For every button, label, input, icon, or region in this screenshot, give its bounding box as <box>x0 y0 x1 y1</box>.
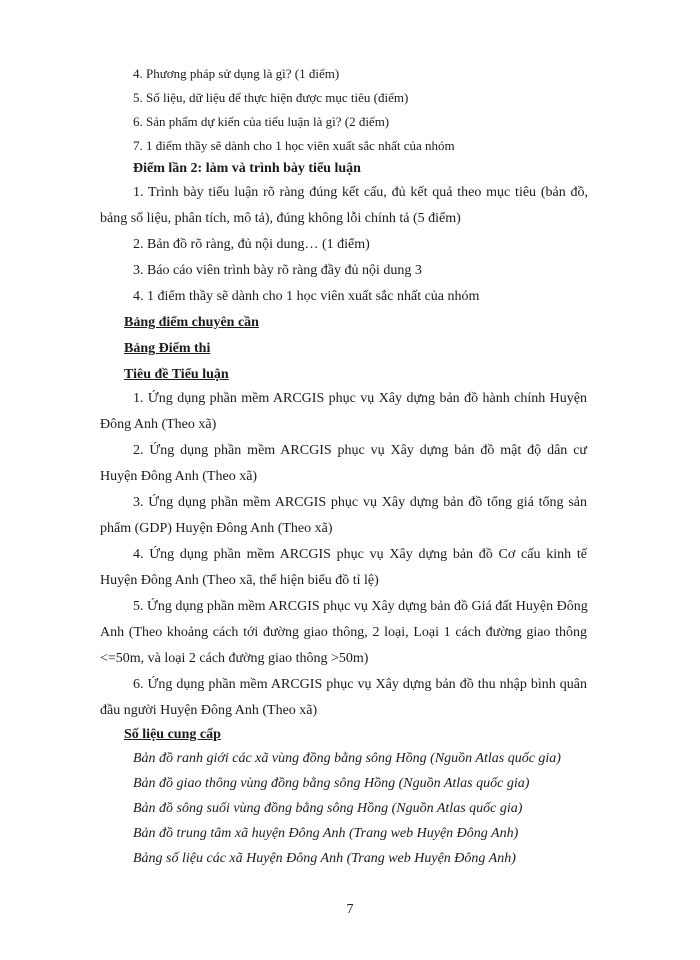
round2-item-3: 3. Báo cáo viên trình bày rõ ràng đầy đủ nội dung 3 <box>133 263 422 278</box>
topic-2-line-1: 2. Ứng dụng phần mềm ARCGIS phục vụ Xây dựng bản đồ mật độ dân cư <box>133 443 587 458</box>
topic-5-line-1: 5. Ứng dụng phần mềm ARCGIS phục vụ Xây dựng bản đồ Giá đất Huyện Đông <box>133 599 588 614</box>
round2-item-1-line-2: bảng số liệu, phân tích, mô tả), đúng không lỗi chính tả (5 điểm) <box>100 211 461 226</box>
data-source-3: Bản đồ sông suối vùng đồng bằng sông Hồng (Nguồn Atlas quốc gia) <box>133 801 523 816</box>
topic-5-line-2: Anh (Theo khoảng cách tới đường giao thông, 2 loại, Loại 1 cách đường giao thông <box>100 625 587 640</box>
criteria-item-4: 4. Phương pháp sử dụng là gì? (1 điểm) <box>133 66 340 81</box>
page-number: 7 <box>346 902 354 917</box>
topic-3-line-2: phẩm (GDP) Huyện Đông Anh (Theo xã) <box>100 521 333 536</box>
topic-1-line-1: 1. Ứng dụng phần mềm ARCGIS phục vụ Xây dựng bản đồ hành chính Huyện <box>133 391 587 406</box>
topic-2-line-2: Huyện Đông Anh (Theo xã) <box>100 469 258 484</box>
topic-6-line-1: 6. Ứng dụng phần mềm ARCGIS phục vụ Xây dựng bản đồ thu nhập bình quân <box>133 677 587 692</box>
topic-6-line-2: đầu người Huyện Đông Anh (Theo xã) <box>100 703 318 718</box>
topic-4-line-1: 4. Ứng dụng phần mềm ARCGIS phục vụ Xây dựng bản đồ Cơ cấu kinh tế <box>133 547 587 562</box>
data-source-2: Bản đồ giao thông vùng đồng bằng sông Hồng (Nguồn Atlas quốc gia) <box>133 776 530 791</box>
data-source-4: Bản đồ trung tâm xã huyện Đông Anh (Trang web Huyện Đông Anh) <box>133 826 519 841</box>
round2-heading: Điểm lần 2: làm và trình bày tiểu luận <box>133 161 361 176</box>
criteria-item-6: 6. Sản phẩm dự kiến của tiểu luận là gì? (2 điểm) <box>133 114 390 129</box>
topic-3-line-1: 3. Ứng dụng phần mềm ARCGIS phục vụ Xây dựng bản đồ tổng giá tổng sản <box>133 495 587 510</box>
round2-item-4: 4. 1 điểm thầy sẽ dành cho 1 học viên xuất sắc nhất của nhóm <box>133 289 480 304</box>
heading-titles: Tiêu đề Tiểu luận <box>124 367 229 382</box>
heading-data: Số liệu cung cấp <box>124 727 221 742</box>
round2-item-1-line-1: 1. Trình bày tiểu luận rõ ràng đúng kết cấu, đủ kết quả theo mục tiêu (bản đồ, <box>133 185 588 200</box>
data-source-1: Bản đồ ranh giới các xã vùng đồng bằng sông Hồng (Nguồn Atlas quốc gia) <box>133 751 561 766</box>
topic-4-line-2: Huyện Đông Anh (Theo xã, thể hiện biểu đồ tỉ lệ) <box>100 573 379 588</box>
topic-5-line-3: <=50m, và loại 2 cách đường giao thông >50m) <box>100 651 369 666</box>
topic-1-line-2: Đông Anh (Theo xã) <box>100 417 217 432</box>
heading-attendance: Bảng điểm chuyên cần <box>124 315 259 330</box>
data-source-5: Bảng số liệu các xã Huyện Đông Anh (Trang web Huyện Đông Anh) <box>133 851 516 866</box>
round2-item-2: 2. Bản đồ rõ ràng, đủ nội dung… (1 điểm) <box>133 237 370 252</box>
criteria-item-7: 7. 1 điểm thầy sẽ dành cho 1 học viên xuất sắc nhất của nhóm <box>133 138 455 153</box>
criteria-item-5: 5. Số liệu, dữ liệu để thực hiện được mục tiêu (điểm) <box>133 90 409 105</box>
heading-exam: Bảng Điểm thi <box>124 341 211 356</box>
